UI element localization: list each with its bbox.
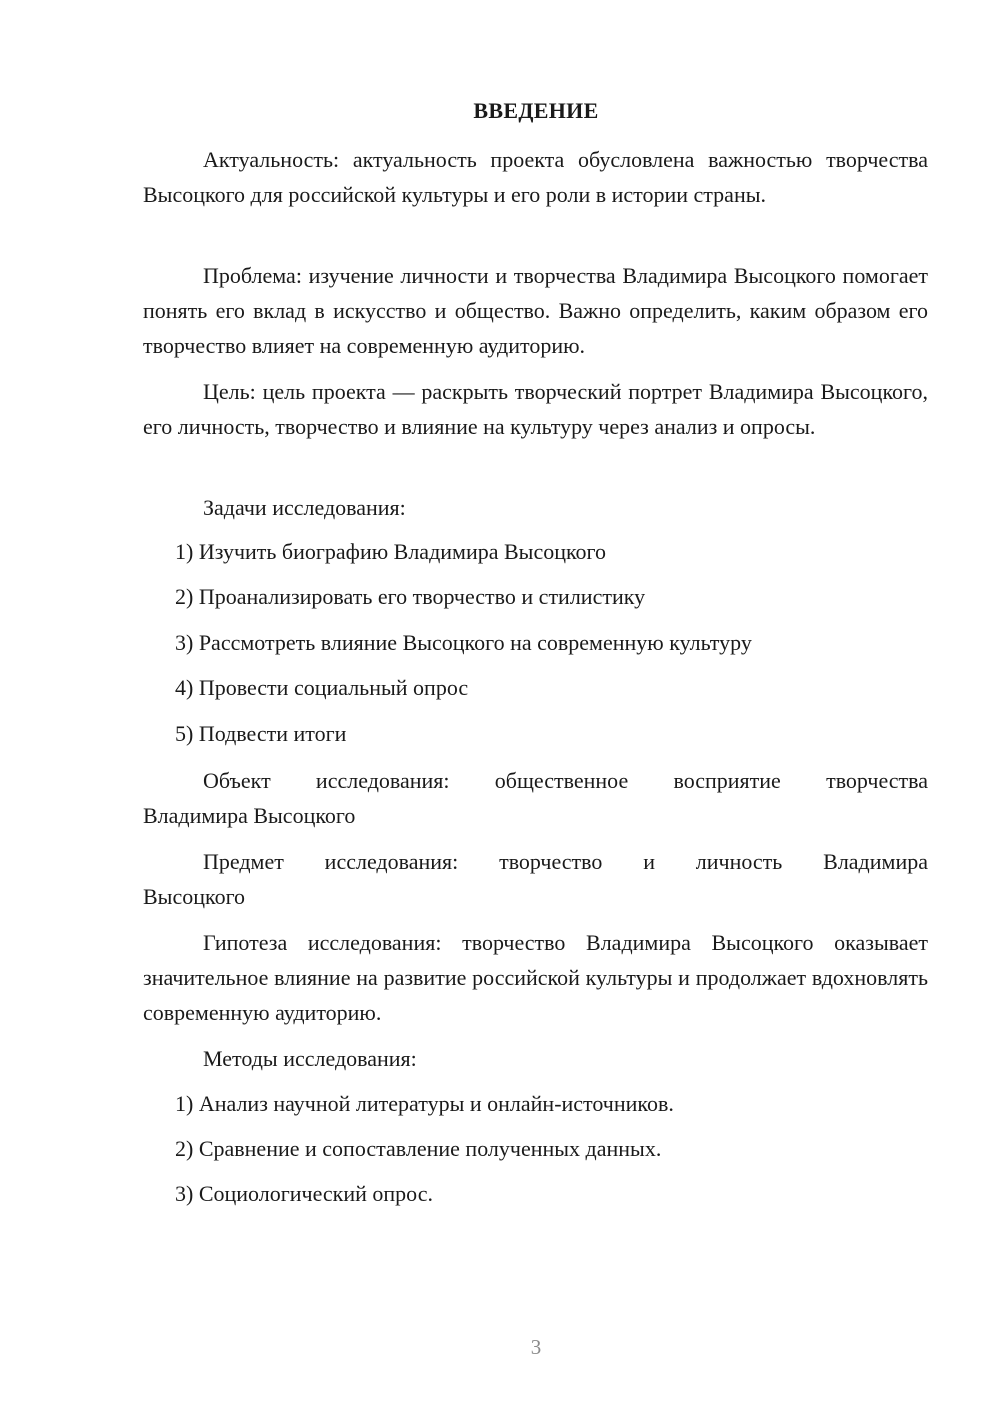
- method-item-3: 3) Социологический опрос.: [175, 1181, 433, 1206]
- subject-line-2: Высоцкого: [143, 884, 246, 909]
- object-line-1: Объект исследования: общественное восприятие творчества: [203, 768, 928, 793]
- page-title: ВВЕДЕНИЕ: [473, 98, 599, 123]
- method-item-1: 1) Анализ научной литературы и онлайн-источников.: [175, 1091, 674, 1116]
- methods-heading: Методы исследования:: [203, 1046, 417, 1071]
- task-item-3: 3) Рассмотреть влияние Высоцкого на современную культуру: [175, 630, 752, 655]
- page-number: 3: [530, 1335, 542, 1359]
- relevance-paragraph: Актуальность: актуальность проекта обусловлена важностью творчества Высоцкого для российской культуры и его роли в истории страны.: [143, 147, 928, 207]
- task-item-1: 1) Изучить биографию Владимира Высоцкого: [175, 539, 607, 564]
- task-item-5: 5) Подвести итоги: [175, 721, 347, 746]
- task-item-2: 2) Проанализировать его творчество и стилистику: [175, 584, 646, 609]
- problem-paragraph: Проблема: изучение личности и творчества Владимира Высоцкого помогает понять его вклад в искусство и общество. Важно определить, каким образом его творчество влияет на современную аудиторию.: [143, 263, 928, 358]
- object-line-2: Владимира Высоцкого: [143, 803, 356, 828]
- task-item-4: 4) Провести социальный опрос: [175, 675, 469, 700]
- goal-paragraph: Цель: цель проекта — раскрыть творческий портрет Владимира Высоцкого, его личность, творчество и влияние на культуру через анализ и опросы.: [143, 379, 928, 439]
- hypothesis-paragraph: Гипотеза исследования: творчество Владимира Высоцкого оказывает значительное влияние на развитие российской культуры и продолжает вдохновлять современную аудиторию.: [143, 930, 928, 1025]
- subject-line-1: Предмет исследования: творчество и личность Владимира: [203, 849, 928, 874]
- tasks-heading: Задачи исследования:: [203, 495, 406, 520]
- method-item-2: 2) Сравнение и сопоставление полученных данных.: [175, 1136, 662, 1161]
